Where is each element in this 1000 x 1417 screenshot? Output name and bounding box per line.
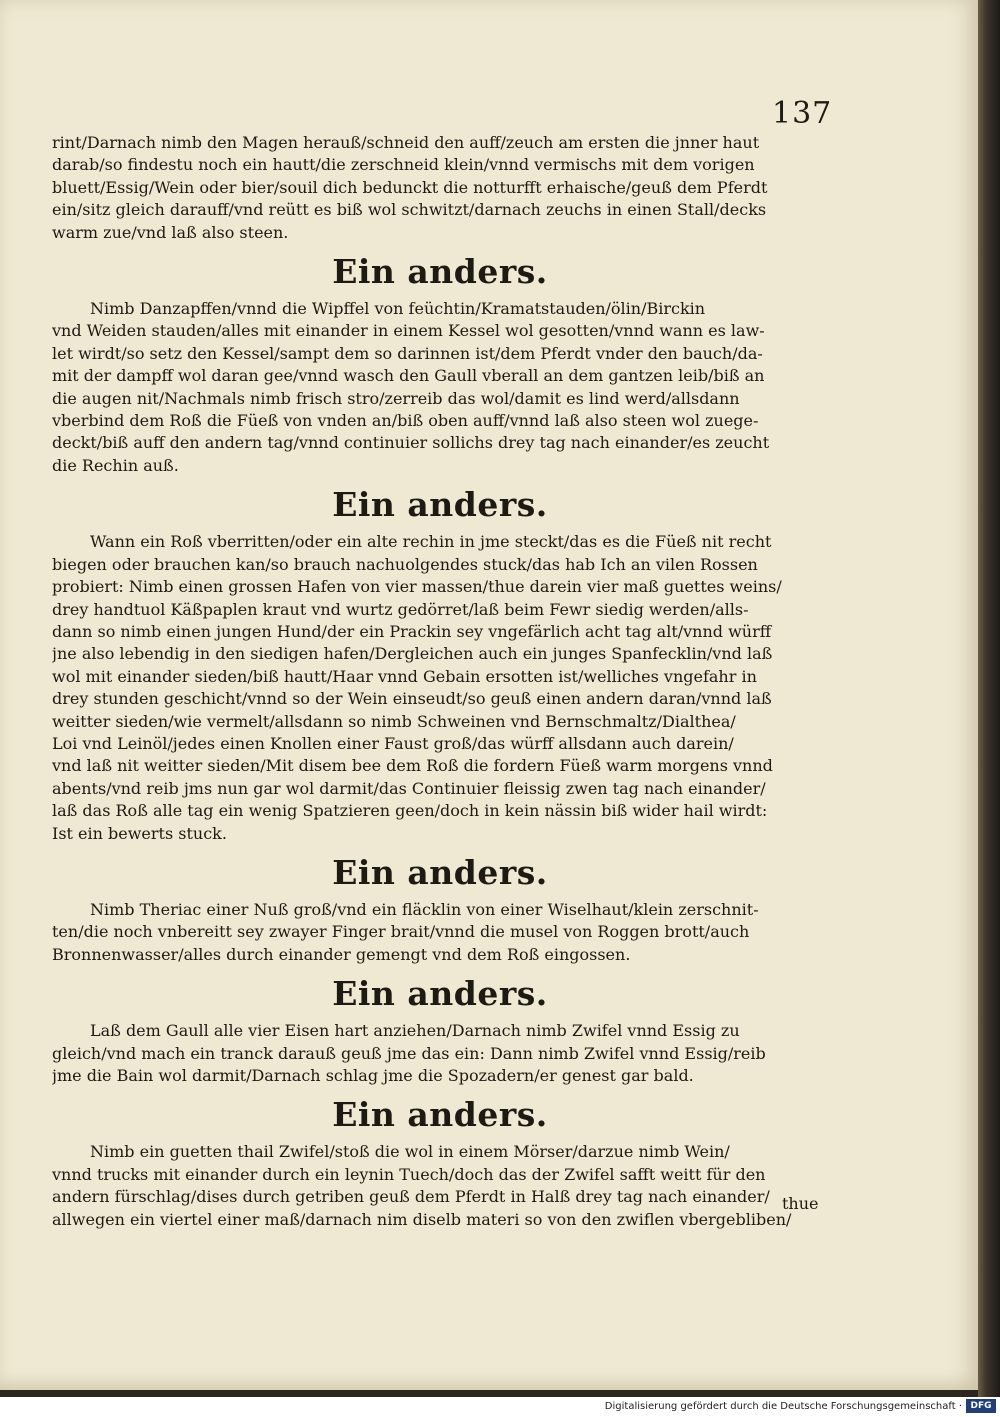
text-line: vnnd trucks mit einander durch ein leynin Tuech/doch das der Zwifel safft weitt für den xyxy=(52,1164,766,1184)
text-line: Ist ein bewerts stuck. xyxy=(52,823,227,843)
text-line: Loi vnd Leinöl/jedes einen Knollen einer Faust groß/das würff allsdann auch darein/ xyxy=(52,733,734,753)
text-line: allwegen ein viertel einer maß/darnach nim diselb materi so von den zwiflen vbergebliben/ xyxy=(52,1209,792,1229)
text-line: Wann ein Roß vberritten/oder ein alte rechin in jme steckt/das es die Füeß nit recht xyxy=(90,532,772,552)
text-line: vnd laß nit weitter sieden/Mit disem bee dem Roß die fordern Füeß warm morgens vnnd xyxy=(52,756,773,776)
text-line: vnd Weiden stauden/alles mit einander in einem Kessel wol gesotten/vnnd wann es law- xyxy=(52,321,765,341)
text-line: drey handtuol Käßpaplen kraut vnd wurtz gedörret/laß beim Fewr siedig werden/alls- xyxy=(52,599,749,619)
page-text xyxy=(52,132,828,1231)
text-line: warm zue/vnd laß also steen. xyxy=(52,222,289,242)
text-line: laß das Roß alle tag ein wenig Spatzieren geen/doch in kein nässin biß wider hail wirdt: xyxy=(52,801,768,821)
text-line: drey stunden geschicht/vnnd so der Wein einseudt/so geuß einen andern daran/vnnd laß xyxy=(52,689,772,709)
text-line: biegen oder brauchen kan/so brauch nachuolgendes stuck/das hab Ich an vilen Rossen xyxy=(52,554,758,574)
book-edge xyxy=(978,0,1000,1397)
text-line: jne also lebendig in den siedigen hafen/Dergleichen auch ein junges Spanfecklin/vnd laß xyxy=(52,644,773,664)
text-line: weitter sieden/wie vermelt/allsdann so nimb Schweinen vnd Bernschmaltz/Dialthea/ xyxy=(52,711,736,731)
text-line: wol mit einander sieden/biß hautt/Haar vnnd Gebain ersotten ist/welliches vngefahr in xyxy=(52,666,757,686)
text-line: vberbind dem Roß die Füeß von vnden an/biß oben auff/vnnd laß also steen wol zuege- xyxy=(52,411,759,431)
text-line: abents/vnd reib jms nun gar wol darmit/das Continuier fleissig zwen tag nach einander/ xyxy=(52,778,766,798)
paragraph xyxy=(52,531,828,845)
text-line: jme die Bain wol darmit/Darnach schlag jme die Spozadern/er genest gar bald. xyxy=(52,1066,694,1085)
text-line: rint/Darnach nimb den Magen herauß/schneid den auff/zeuch am ersten die jnner haut xyxy=(52,133,760,152)
text-line: bluett/Essig/Wein oder bier/souil dich bedunckt die notturfft erhaische/geuß dem Pferdt xyxy=(52,177,768,197)
section-heading: Ein anders. xyxy=(332,852,548,892)
text-line: ten/die noch vnbereitt sey zwayer Finger brait/vnnd die musel von Roggen brott/auch xyxy=(52,922,750,942)
text-line: dann so nimb einen jungen Hund/der ein Prackin sey vngefärlich acht tag alt/vnnd würff xyxy=(52,621,772,641)
text-line: Nimb Danzapffen/vnnd die Wipffel von feüchtin/Kramatstauden/ölin/Birckin xyxy=(90,299,706,319)
paragraph xyxy=(52,132,828,244)
text-line: die augen nit/Nachmals nimb frisch stro/zerreib das wol/damit es lind werd/allsdann xyxy=(52,388,740,408)
text-line: Bronnenwasser/alles durch einander gemengt vnd dem Roß eingossen. xyxy=(52,944,631,964)
paragraph xyxy=(52,298,828,477)
text-line: darab/so findestu noch ein hautt/die zerschneid klein/vnnd vermischs mit dem vorigen xyxy=(52,155,755,175)
text-line: ein/sitz gleich darauff/vnd reütt es biß wol schwitzt/darnach zeuchs in einen Stall/decks xyxy=(52,200,767,220)
paragraph xyxy=(52,1141,828,1231)
text-line: Nimb Theriac einer Nuß groß/vnd ein fläcklin von einer Wiselhaut/klein zerschnit- xyxy=(90,899,759,919)
text-line: mit der dampff wol daran gee/vnnd wasch den Gaull vberall an dem gantzen leib/biß an xyxy=(52,366,765,386)
paragraph xyxy=(52,1020,828,1087)
text-line: let wirdt/so setz den Kessel/sampt dem so darinnen ist/dem Pferdt vnder den bauch/da- xyxy=(52,343,763,363)
dfg-logo: DFG xyxy=(966,1399,996,1413)
section-heading: Ein anders. xyxy=(332,974,548,1014)
paragraph xyxy=(52,899,828,966)
section-heading: Ein anders. xyxy=(332,485,548,525)
text-line: gleich/vnd mach ein tranck darauß geuß jme das ein: Dann nimb Zwifel vnnd Essig/reib xyxy=(52,1043,766,1063)
text-line: die Rechin auß. xyxy=(52,455,179,475)
section-heading: Ein anders. xyxy=(332,1095,548,1135)
text-line: deckt/biß auff den andern tag/vnnd continuier sollichs drey tag nach einander/es zeucht xyxy=(52,433,770,453)
text-line: probiert: Nimb einen grossen Hafen von vier massen/thue darein vier maß guettes weins/ xyxy=(52,577,782,597)
funding-notice: Digitalisierung gefördert durch die Deutsche Forschungsgemeinschaft · xyxy=(604,1401,962,1412)
text-line: Nimb ein guetten thail Zwifel/stoß die wol in einem Mörser/darzue nimb Wein/ xyxy=(90,1142,730,1162)
catchword: thue xyxy=(782,1194,819,1213)
section-heading: Ein anders. xyxy=(332,252,548,292)
text-line: andern fürschlag/dises durch getriben geuß dem Pferdt in Halß drey tag nach einander/ xyxy=(52,1187,770,1207)
page-number: 137 xyxy=(772,96,833,131)
text-line: Laß dem Gaull alle vier Eisen hart anziehen/Darnach nimb Zwifel vnnd Essig zu xyxy=(90,1021,740,1041)
